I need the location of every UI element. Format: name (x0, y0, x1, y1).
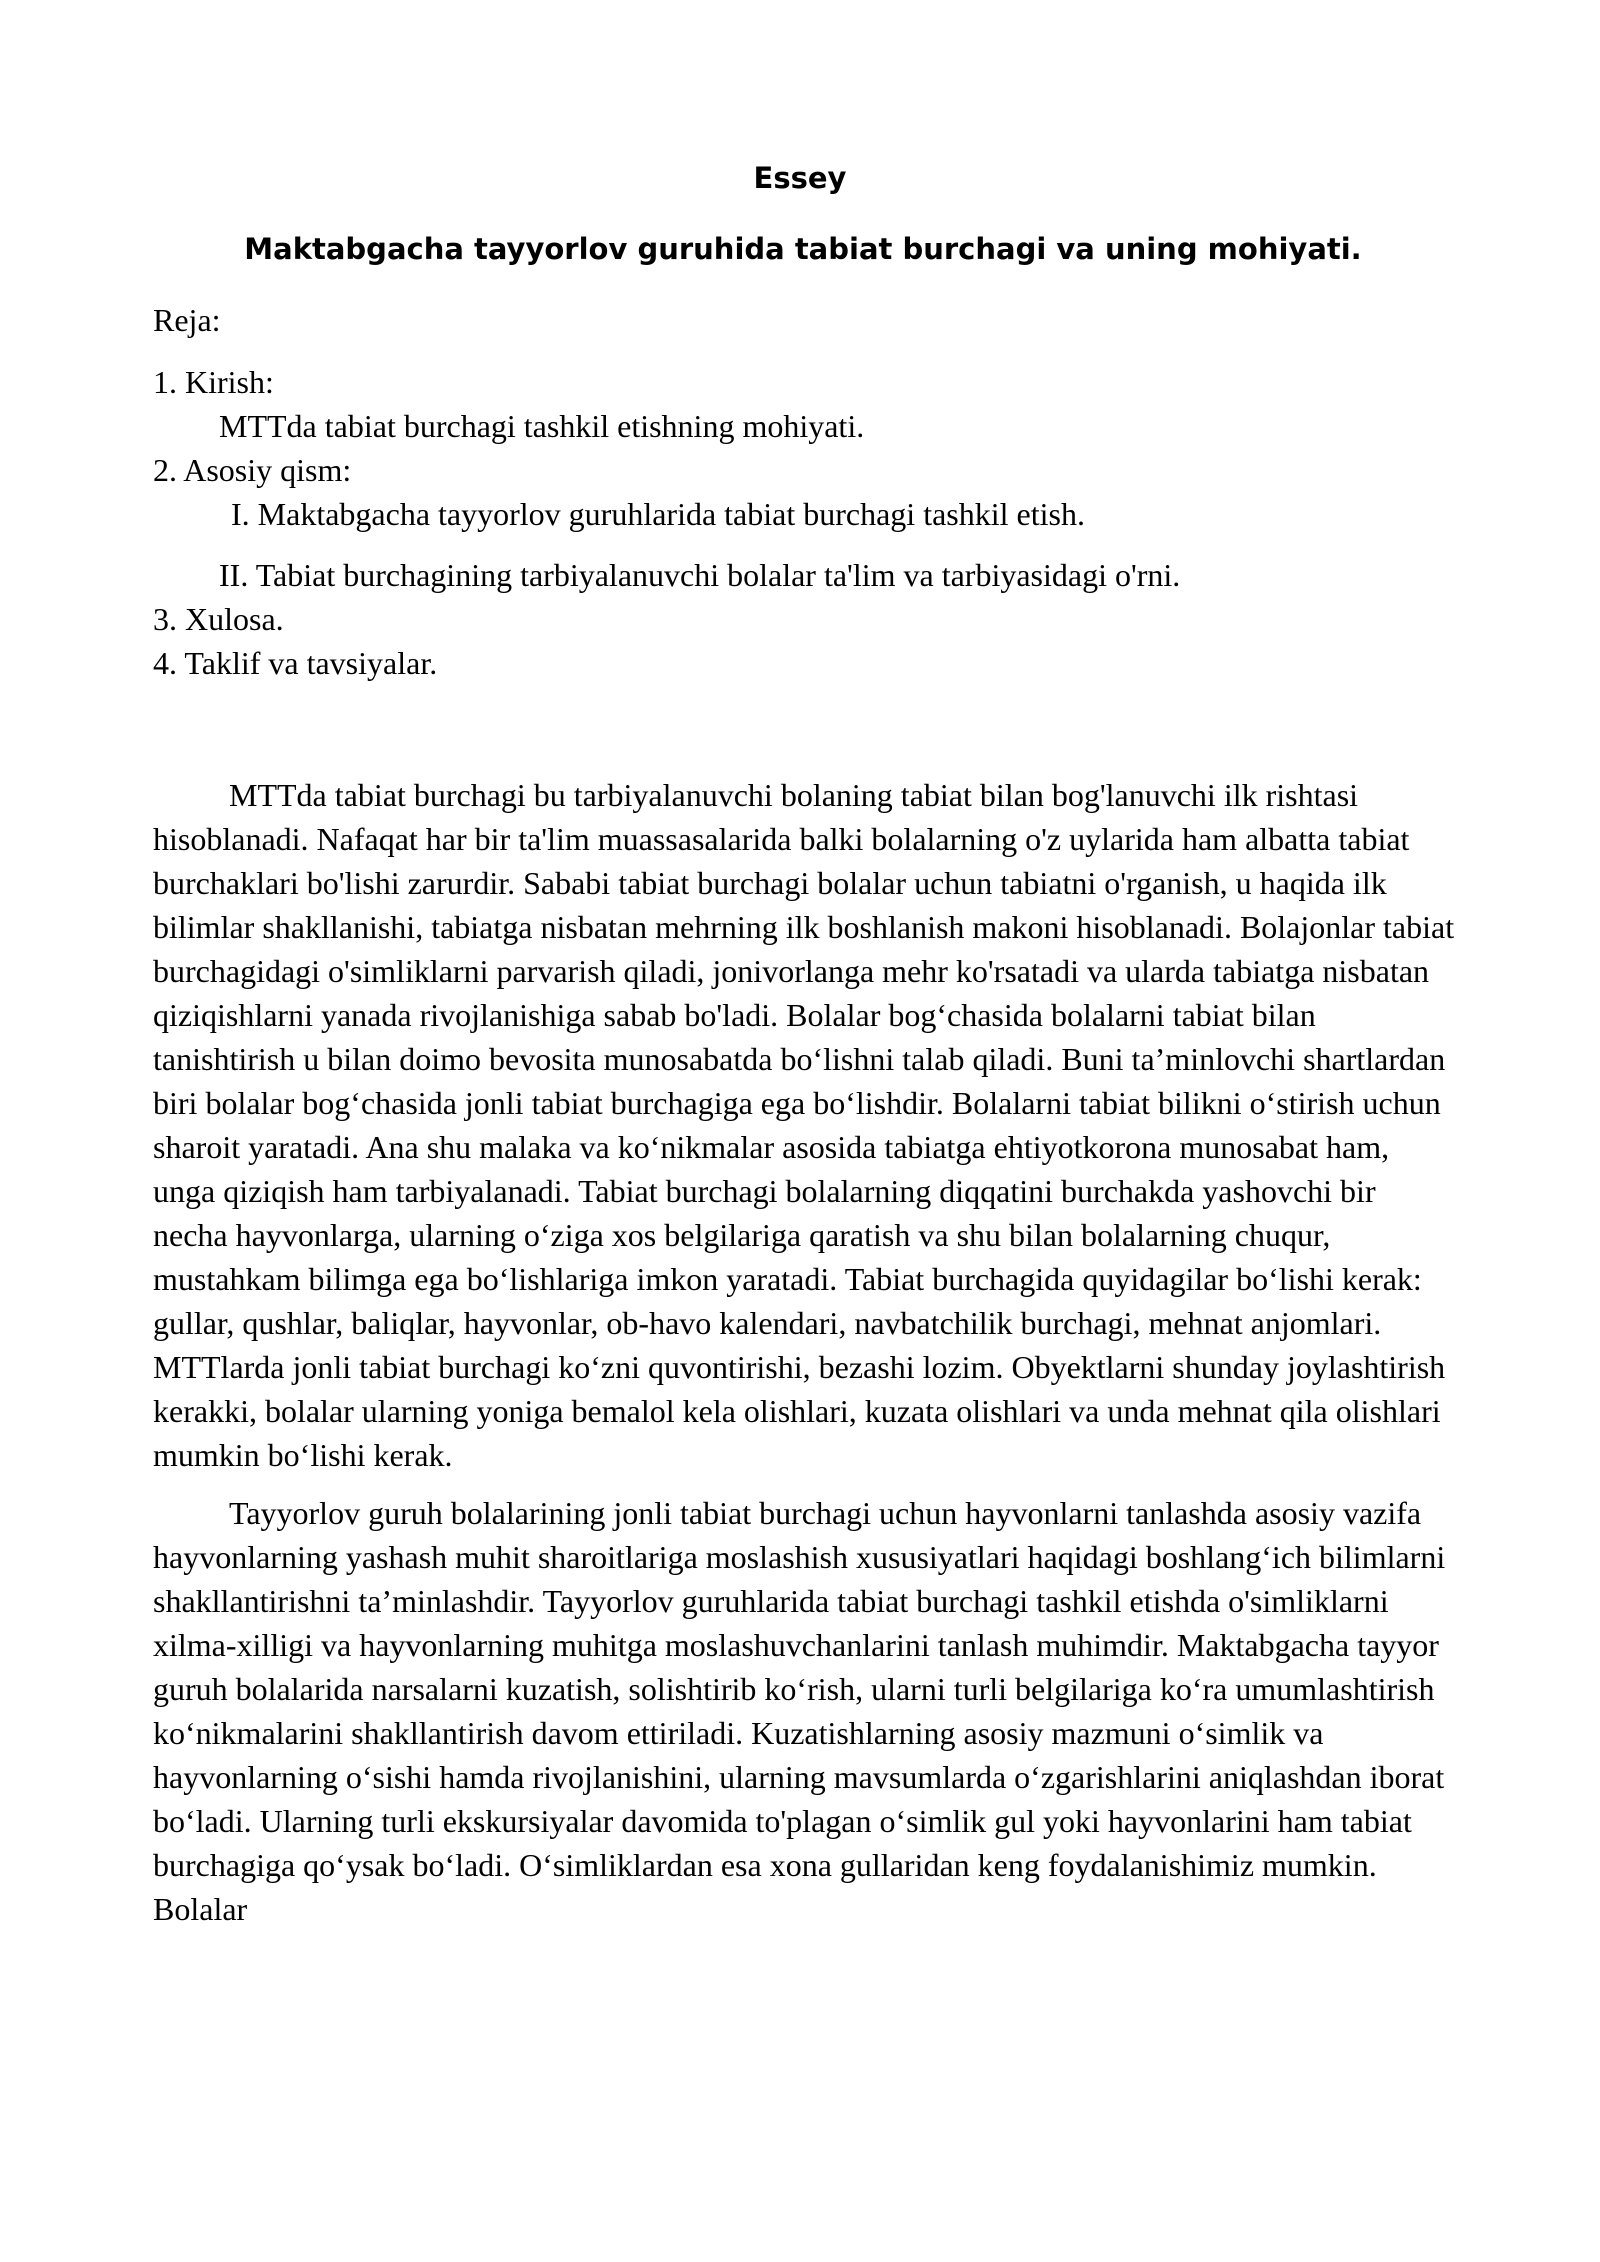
plan-section (153, 298, 1453, 685)
body-paragraph-2: Tayyorlov guruh bolalarining jonli tabiat burchagi uchun hayvonlarni tanlashda asosiy vazifa hayvonlarning yashash muhit sharoitlariga moslashish xususiyatlari haqidagi boshlang‘ich bilimlarni shakllantirishni ta’minlashdir. Tayyorlov guruhlarida tabiat burchagi tashkil etishda o'simliklarni xilma-xilligi va hayvonlarning muhitga moslashuvchanlarini tanlash muhimdir. Maktabgacha tayyor guruh bolalarida narsalarni kuzatish, solishtirib ko‘rish, ularni turli belgilariga ko‘ra umumlashtirish ko‘nikmalarini shakllantirish davom ettiriladi. Kuzatishlarning asosiy mazmuni o‘simlik va hayvonlarning o‘sishi hamda rivojlanishini, ularning mavsumlarda o‘zgarishlarini aniqlashdan iborat bo‘ladi. Ularning turli ekskursiyalar davomida to'plagan o‘simlik gul yoki hayvonlarini ham tabiat burchagiga qo‘ysak bo‘ladi. O‘simliklardan esa xona gullaridan keng foydalanishimiz mumkin. Bolalar (153, 1495, 1446, 1927)
plan-heading: Reja: (153, 302, 221, 338)
body-paragraph-1: MTTda tabiat burchagi bu tarbiyalanuvchi bolaning tabiat bilan bog'lanuvchi ilk rishtasi hisoblanadi. Nafaqat har bir ta'lim muassasalarida balki bolalarning o'z uylarida ham albatta tabiat burchaklari bo'lishi zarurdir. Sababi tabiat burchagi bolalar uchun tabiatni o'rganish, u haqida ilk bilimlar shakllanishi, tabiatga nisbatan mehrning ilk boshlanish makoni hisoblanadi. Bolajonlar tabiat burchagidagi o'simliklarni parvarish qiladi, jonivorlanga mehr ko'rsatadi va ularda tabiatga nisbatan qiziqishlarni yanada rivojlanishiga sabab bo'ladi. Bolalar bog‘chasida bolalarni tabiat bilan tanishtirish u bilan doimo bevosita munosabatda bo‘lishni talab qiladi. Buni ta’minlovchi shartlardan biri bolalar bog‘chasida jonli tabiat burchagiga ega bo‘lishdir. Bolalarni tabiat bilikni o‘stirish uchun sharoit yaratadi. Ana shu malaka va ko‘nikmalar asosida tabiatga ehtiyotkorona munosabat ham, unga qiziqish ham tarbiyalanadi. Tabiat burchagi bolalarning diqqatini burchakda yashovchi bir necha hayvonlarga, ularning o‘ziga xos belgilariga qaratish va shu bilan bolalarning chuqur, mustahkam bilimga ega bo‘lishlariga imkon yaratadi. Tabiat burchagida quyidagilar bo‘lishi kerak: gullar, qushlar, baliqlar, hayvonlar, ob-havo kalendari, navbatchilik burchagi, mehnat anjomlari. MTTlarda jonli tabiat burchagi ko‘zni quvontirishi, bezashi lozim. Obyektlarni shunday joylashtirish kerakki, bolalar ularning yoniga bemalol kela olishlari, kuzata olishlari va unda mehnat qila olishlari mumkin bo‘lishi kerak. (153, 777, 1455, 1473)
plan-subitem-main-1: I. Maktabgacha tayyorlov guruhlarida tabiat burchagi tashkil etish. (231, 496, 1085, 532)
plan-subitem-main-2: II. Tabiat burchagining tarbiyalanuvchi bolalar ta'lim va tarbiyasidagi o'rni. (219, 557, 1181, 593)
essay-body (153, 773, 1458, 1931)
plan-item-main: 2. Asosiy qism: (153, 452, 352, 488)
document-label: Essey (753, 161, 847, 195)
plan-item-intro: 1. Kirish: (153, 364, 274, 400)
plan-subitem-intro: MTTda tabiat burchagi tashkil etishning mohiyati. (219, 408, 865, 444)
document-title: Maktabgacha tayyorlov guruhida tabiat burchagi va uning mohiyati. (244, 232, 1362, 266)
plan-item-conclusion: 3. Xulosa. (153, 601, 284, 637)
plan-item-recommendations: 4. Taklif va tavsiyalar. (153, 645, 438, 681)
